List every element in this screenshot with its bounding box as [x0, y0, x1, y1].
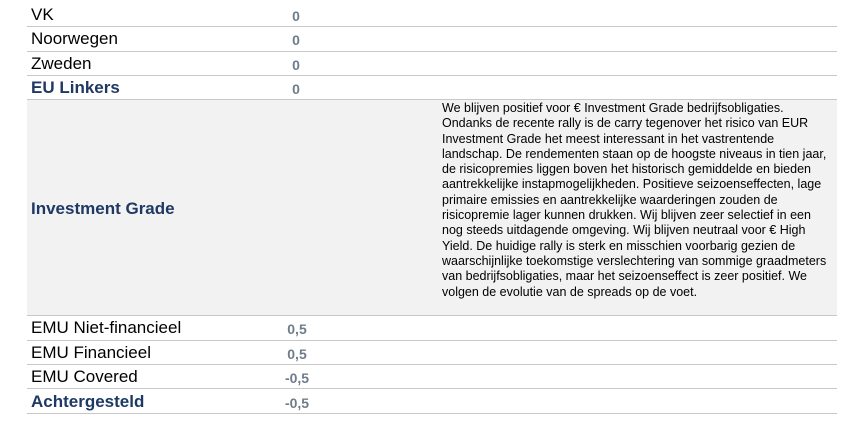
row-label: EMU Covered	[31, 367, 138, 386]
row-value: 0	[292, 81, 300, 97]
table-row-investment-grade	[27, 100, 837, 316]
commentary-text: We blijven positief voor € Investment Grade bedrijfsobligaties. Ondanks de recente rally is de carry tegenover het risico van EUR Investment Grade het meest interessant in het vastrentende landschap. De rendementen staan op de hoogste niveaus in tien jaar, de risicopremies liggen boven het historisch gemiddelde en bieden aantrekkelijke instapmogelijkheden. Positieve seizoenseffecten, lage primaire emissies en aantrekkelijke waarderingen zouden de risicopremie lager kunnen drukken. Wij blijven zeer selectief in een nog steeds uitdagende omgeving. Wij blijven neutraal voor € High Yield. De huidige rally is sterk en misschien voorbarig gezien de waarschijnlijke toekomstige verslechtering van sommige graadmeters van bedrijfsobligaties, maar het seizoenseffect is zeer positief. We volgen de evolutie van de spreads op de voet.	[442, 101, 827, 299]
table-row-emu-covered	[27, 365, 837, 389]
row-value: 0	[292, 57, 300, 73]
row-label: VK	[31, 5, 54, 24]
table-row-noorwegen	[27, 27, 837, 52]
section-label: Investment Grade	[31, 199, 175, 218]
row-label: Zweden	[31, 54, 92, 73]
table-row-vk	[27, 3, 837, 27]
row-label: Noorwegen	[31, 29, 118, 48]
row-value: 0	[292, 8, 300, 24]
table-row-emu-financieel	[27, 341, 837, 365]
table-row-emu-niet-financieel	[27, 316, 837, 341]
row-label: EMU Niet-financieel	[31, 318, 182, 337]
row-value: 0,5	[287, 321, 307, 337]
row-value: -0,5	[284, 370, 310, 386]
row-value: -0,5	[284, 395, 310, 411]
table-row-zweden	[27, 52, 837, 76]
row-label: EU Linkers	[31, 78, 120, 97]
row-label: Achtergesteld	[31, 392, 145, 411]
row-label: EMU Financieel	[31, 343, 151, 362]
row-value: 0	[292, 32, 300, 48]
table-row-achtergesteld	[27, 389, 837, 414]
row-value: 0,5	[287, 346, 307, 362]
table-row-eu-linkers	[27, 76, 837, 100]
